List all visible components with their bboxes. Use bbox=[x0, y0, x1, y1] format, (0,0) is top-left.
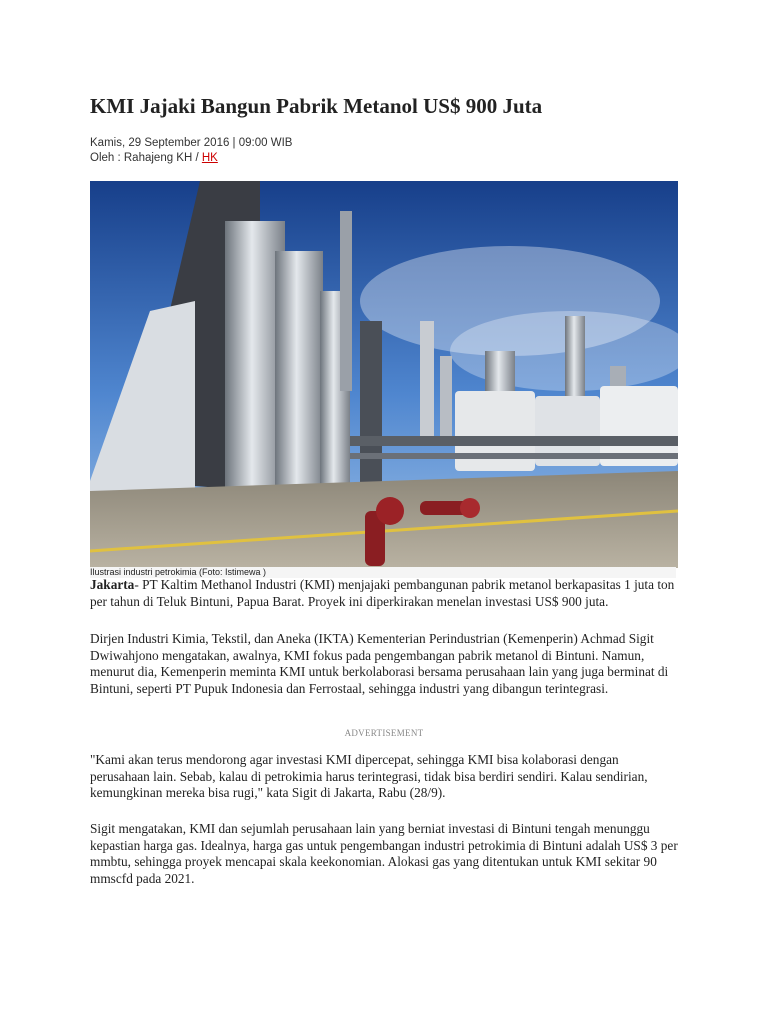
image-caption: Ilustrasi industri petrokimia (Foto: Istimewa ) bbox=[90, 567, 676, 578]
article-image bbox=[90, 181, 678, 568]
paragraph-3: "Kami akan terus mendorong agar investasi KMI dipercepat, sehingga KMI bisa kolaborasi dengan perusahaan lain. Sebab, kalau di petrokimia harus terintegrasi, tidak bisa berdiri sendiri. Kalau sendirian, kemungkinan mereka bisa rugi," kata Sigit di Jakarta, Rabu (28/9). bbox=[90, 752, 648, 801]
paragraph-4: Sigit mengatakan, KMI dan sejumlah perusahaan lain yang berniat investasi di Bintuni tengah menunggu kepastian harga gas. Idealnya, harga gas untuk pengembangan industri petrokimia di Bintuni adalah US$ 3 per mmbtu, sehingga proyek mencapai skala keekonomian. Alokasi gas yang ditentukan untuk KMI sekitar 90 mmscfd pada 2021. bbox=[90, 821, 678, 886]
paragraph-2: Dirjen Industri Kimia, Tekstil, dan Aneka (IKTA) Kementerian Perindustrian (Kemenperin) Achmad Sigit Dwiwahjono mengatakan, awalnya, KMI fokus pada pengembangan pabrik metanol di Bintuni. Namun, menurut dia, Kemenperin meminta KMI untuk berkolaborasi bersama perusahaan lain yang juga berminat di Bintuni, seperti PT Pupuk Indonesia dan Ferrostaal, sehingga industri yang dibangun terintegrasi. bbox=[90, 631, 669, 696]
article-meta bbox=[90, 136, 292, 166]
advertisement-label: ADVERTISEMENT bbox=[344, 728, 424, 738]
paragraph-1 bbox=[90, 577, 680, 610]
lead-location: Jakarta bbox=[90, 577, 135, 592]
article-byline bbox=[90, 151, 292, 166]
article-title: KMI Jajaki Bangun Pabrik Metanol US$ 900 Juta bbox=[90, 94, 543, 118]
article-date: Kamis, 29 September 2016 | 09:00 WIB bbox=[90, 137, 293, 149]
byline-author: Oleh : Rahajeng KH / bbox=[90, 152, 202, 164]
byline-editor-link[interactable]: HK bbox=[201, 152, 218, 164]
paragraph-1-text: - PT Kaltim Methanol Industri (KMI) menjajaki pembangunan pabrik metanol berkapasitas 1 juta ton per tahun di Teluk Bintuni, Papua Barat. Proyek ini diperkirakan menelan investasi US$ 900 juta. bbox=[90, 577, 675, 609]
